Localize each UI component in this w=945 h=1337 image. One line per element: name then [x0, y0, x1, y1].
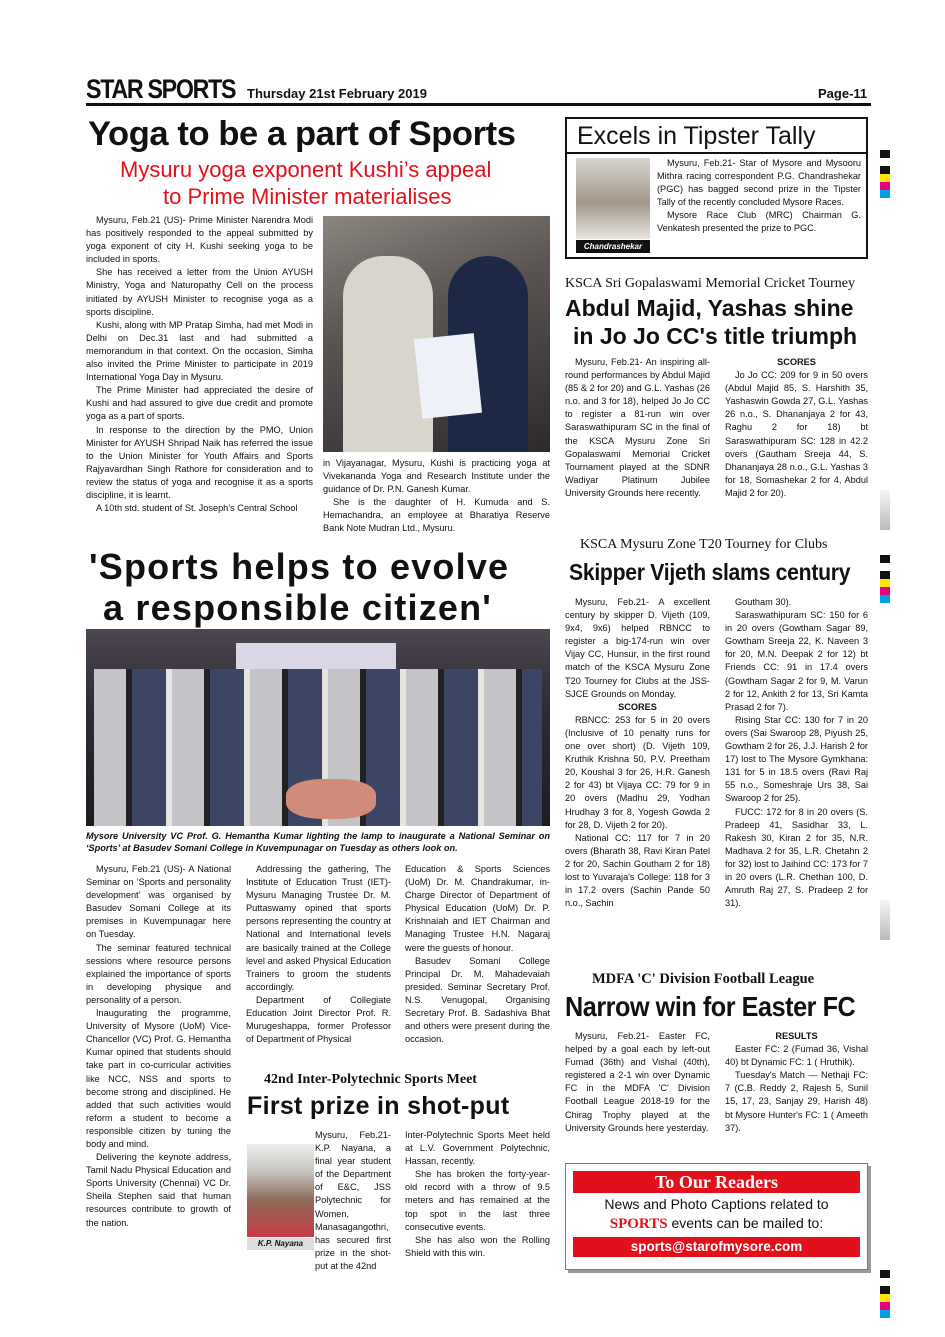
- t20-headline: Skipper Vijeth slams century: [569, 559, 851, 585]
- paragraph: Addressing the gathering, The Institute of Education Trust (IET)-Mysuru Managing Trustee Dr. M. Puttaswamy opined that sports persons representing the country at National and International levels are basically trained at the College level and asked Physical Education Trainers to groom the students accordingly.: [246, 864, 391, 992]
- page-number: Page-11: [818, 86, 868, 101]
- jojo-kicker: KSCA Sri Gopalaswami Memorial Cricket Tourney: [565, 276, 856, 291]
- tipster-text: [657, 157, 861, 236]
- paragraph: Mysuru, Feb.21- Star of Mysore and Mysooru Mithra racing correspondent P.G. Chandrashekar (PGC) has bagged second prize in the Tipster Tally of the recently concluded Mysore Races.: [657, 158, 861, 208]
- scores-text: Jo Jo CC: 209 for 9 in 50 overs (Abdul Majid 85, S. Harshith 35, Yashaswin Gowda 27, G.L. Yashas 26 n.o., S. Dhananjaya 2 for 43, Raghu 2 for 18) bt Saraswathipuram SC: 128 in 42.2 overs (Gautham Sreeja 44, S. Dhananjaya 28 n.o., G.L. Yashas 3 for 18, Somashekar 2 for 4, Abdul Majid 2 for 20).: [725, 370, 868, 498]
- gray-bar-right: [880, 900, 890, 940]
- paragraph: Mysuru, Feb.21- An inspiring all-round performances by Abdul Majid (85 & 2 for 20) and G.L. Yashas (26 n.o. and 3 for 18), helped Jo Jo CC to register a 81-run win over Saraswathipuram SC in the final of the KSCA Mysuru Zone Sri Gopalaswami Memorial Cricket Tournament played at the SDNR Wadiyar Platinum Jubilee University Grounds here recently.: [565, 357, 710, 498]
- color-bar-right: [880, 150, 890, 198]
- paragraph: In response to the direction by the PMO, Union Minister for AYUSH Shripad Naik has referred the issue to the Union Minister for Youth Affairs and Sports Rajyavardhan Singh Rathore for consideration and to review the status of yoga and recognise it as a sports discipline, it is learnt.: [86, 424, 313, 500]
- seminar-photo-caption: Mysore University VC Prof. G. Hemantha Kumar lighting the lamp to inaugurate a National Seminar on ‘Sports’ at Basudev Somani College in Kuvempunagar on Tuesday as others look on.: [86, 831, 550, 853]
- paragraph: Mysuru, Feb.21- Easter FC, helped by a goal each by left-out Fumad (36th) and Vishal (40th), registered a 2-1 win over Dynamic FC in the MDFA 'C' Division Football League 2018-19 for the Chirag Trophy played at the University Grounds here yesterday.: [565, 1031, 710, 1133]
- seminar-photo: [86, 629, 550, 826]
- t20-column-1: [565, 596, 710, 910]
- brand-logo: STAR SPORTS: [86, 74, 236, 104]
- jojo-column-1: [565, 356, 710, 500]
- scores-heading: SCORES: [777, 357, 816, 367]
- paragraph: Mysuru, Feb.21- K.P. Nayana, a final year student of the Department of E&C, JSS Polytechnic for Women, Manasagangothri, has secured first prize in the shot-put at the 42nd: [315, 1130, 391, 1271]
- paragraph: The seminar featured technical sessions where resource persons explained the importance of sports in developing physique and personality of a person.: [86, 942, 231, 1005]
- tipster-headline: Excels in Tipster Tally: [577, 122, 816, 150]
- color-bar-right: [880, 555, 890, 603]
- paragraph: Mysuru, Feb.21 (US)- Prime Minister Narendra Modi has positively responded to the appeal submitted by yoga exponent of city H. Kushi seeking yoga to be included in sports.: [86, 215, 313, 265]
- mdfa-column-1: [565, 1030, 710, 1135]
- paragraph: Mysore Race Club (MRC) Chairman G. Venkatesh presented the prize to PGC.: [657, 210, 861, 234]
- readers-box: [565, 1163, 868, 1270]
- yoga-column-1: [86, 214, 313, 515]
- issue-date: Thursday 21st February 2019: [247, 86, 427, 101]
- tipster-underline: [567, 152, 866, 154]
- jojo-headline-1: Abdul Majid, Yashas shine: [565, 295, 854, 321]
- yoga-headline: Yoga to be a part of Sports: [88, 115, 516, 153]
- mdfa-column-2: [725, 1030, 868, 1135]
- results-heading: RESULTS: [775, 1031, 818, 1041]
- paragraph: Inaugurating the programme, University of Mysore (UoM) Vice-Chancellor (VC) Prof. G. Hemantha Kumar opined that students should take part in co-curricular activities like NCC, NSS and sports to become strong and disciplined. He added that such activities would reform a student to become a responsible citizen by tuning the body and mind.: [86, 1008, 231, 1149]
- modi-kushi-photo: [323, 216, 550, 452]
- readers-line-2-text: events can be mailed to:: [667, 1215, 824, 1231]
- gray-bar-right: [880, 490, 890, 530]
- yoga-subhead-2: to Prime Minister materialises: [163, 184, 452, 209]
- seminar-column-2: [246, 863, 391, 1046]
- paragraph: Inter-Polytechnic Sports Meet held at L.V. Government Polytechnic, Hassan, recently.: [405, 1130, 550, 1167]
- paragraph: in Vijayanagar, Mysuru, Kushi is practicing yoga at Vivekananda Yoga and Research Institute under the guidance of Dr. P.N. Ganesh Kumar.: [323, 458, 550, 495]
- seminar-column-3: [405, 863, 550, 1046]
- paragraph: Delivering the keynote address, Tamil Nadu Physical Education and Sports University (Chennai) VC Dr. Sheila Stephen said that human resources contribute to growth of the nation.: [86, 1152, 231, 1228]
- scores-text: Rising Star CC: 130 for 7 in 20 overs (Sai Swaroop 28, Piyush 25, Gowtham 2 for 26, J.J. Harish 2 for 17) lost to The Mysore Gymkhana: 131 for 5 in 18.5 overs (Ravi Raj 55 n.o., Someshraje Urs 38, Sai Swaroop 2 for 25).: [725, 714, 868, 804]
- t20-column-2: [725, 596, 868, 910]
- nayana-caption: K.P. Nayana: [247, 1238, 314, 1250]
- yoga-subhead-1: Mysuru yoga exponent Kushi’s appeal: [120, 157, 492, 182]
- paragraph: Kushi, along with MP Pratap Simha, had met Modi in Delhi on Dec.31 last and had submitted a memorandum in that context. On the occasion, Simha also invited the Prime Minister to participate in 2019 International Yoga Day in Mysuru.: [86, 319, 313, 383]
- seminar-headline-1: 'Sports helps to evolve: [89, 546, 510, 587]
- paragraph: The Prime Minister had appreciated the desire of Kushi and had assured to give due credit and promote yoga as a part of sports.: [86, 385, 313, 422]
- paragraph: Department of Collegiate Education Joint Director Prof. R. Murugeshappa, former Professor of Department of Physical: [246, 994, 391, 1045]
- scores-heading: SCORES: [618, 701, 657, 712]
- mdfa-kicker: MDFA 'C' Division Football League: [592, 971, 815, 987]
- letter-document: [414, 333, 482, 419]
- shotput-kicker: 42nd Inter-Polytechnic Sports Meet: [264, 1072, 477, 1087]
- seminar-column-1: [86, 863, 231, 1230]
- readers-email[interactable]: sports@starofmysore.com: [573, 1237, 860, 1257]
- jojo-column-2: [725, 356, 868, 500]
- mdfa-headline: Narrow win for Easter FC: [565, 991, 856, 1022]
- paragraph: Education & Sports Sciences (UoM) Dr. M. Chandrakumar, in-Charge Director of Department of Physical Education (UoM) Dr. P. Krishnaiah and IET Chairman and Managing Trustee H.N. Nagaraj were the guests of honour.: [405, 864, 550, 953]
- paragraph: She has also won the Rolling Shield with this win.: [405, 1234, 550, 1258]
- paragraph: She has broken the forty-year-old record with a throw of 9.5 meters and has remained at the top spot in the last three consecutive events.: [405, 1169, 550, 1232]
- paragraph: She has received a letter from the Union AYUSH Ministry, Yoga and Naturopathy Cell on the process initiated by AYUSH Minister to recognise yoga as a sports discipline.: [86, 267, 313, 317]
- paragraph: Mysuru, Feb.21- A excellent century by skipper D. Vijeth (109, 9x4, 9x6) helped RBNCC to register a big-174-run win over Vijay CC, Hunsur, in the first round match of the KSCA Mysuru Zone T20 Tourney for Clubs at the JSS-SJCE Grounds on Monday.: [565, 597, 710, 699]
- scores-text: FUCC: 172 for 8 in 20 overs (S. Pradeep 41, Sasidhar 33, L. Rakesh 30, Kiran 2 for 35, N.R. Madhava 2 for 35, L.R. Chetahn 2 for 32) lost to Jaihind CC: 173 for 7 in 20 overs (L.R. Chethan 100, D. Amruth Raj 27, S. Pradeep 2 for 31).: [725, 806, 868, 909]
- color-bar-right: [880, 1270, 890, 1318]
- scores-text: RBNCC: 253 for 5 in 20 overs (Inclusive of 10 penalty runs for one over short) (D. Vijeth 109, Kruthik Krishna 50, P.V. Preetham 20, Koushal 3 for 26, H.R. Ganesh 2 for 43) bt Vijaya CC: 79 for 9 in 20 overs (Madhu 29, Yodhan Hrudhay 3 for 8, Yogesh Gowda 2 for 28, D. Vijeth 2 for 20).: [565, 714, 710, 830]
- shotput-headline: First prize in shot-put: [247, 1092, 510, 1120]
- seminar-headline-2: a responsible citizen': [103, 587, 493, 628]
- results-text: Tuesday's Match — Nethaji FC: 7 (C.B. Reddy 2, Rajesh 5, Sunil 15, 17, 23, Sanjay 29, Harish 48) bt Mysore Hunter's FC: 1 ( Ameeth 37).: [725, 1070, 868, 1133]
- sports-word: SPORTS: [609, 1216, 668, 1232]
- scores-text: Saraswathipuram SC: 150 for 6 in 20 overs (Gowtham Sagar 89, Gowtham Sreeja 22, K. Naveen 3 for 20, M.N. Deepak 2 for 12) bt Friends CC: 91 in 17.4 overs (Gowtham Sagar 2 for 9, M. Varun 2 for 12, Ankith 2 for 13, Sri Kamta Prasad 2 for 7).: [725, 610, 868, 712]
- readers-line-1: News and Photo Captions related to: [604, 1196, 829, 1212]
- paragraph: Basudev Somani College Principal Dr. M. Mahadevaiah presided. Seminar Secretary Prof. N.S. Venugopal, Organising Secretary Prof. B. Sadashiva Bhat and others were present during the occasion.: [405, 955, 550, 1045]
- scores-text: National CC: 117 for 7 in 20 overs (Bharath 38, Ravi Kiran Patel 2 for 20, Sachin Goutham 2 for 18) lost to Yuvaraja's College: 118 for 3 in 17.2 overs (Sachin Pande 50 n.o., Sachin: [565, 832, 710, 909]
- paragraph: Mysuru, Feb.21 (US)- A National Seminar on ‘Sports and personality development’ was organised by Basudev Somani College at its premises in Kuvempunagar here on Tuesday.: [86, 864, 231, 940]
- readers-line-2: [566, 1215, 867, 1233]
- shotput-column-1: [255, 1129, 391, 1273]
- yoga-column-2: [323, 457, 550, 536]
- readers-title: To Our Readers: [573, 1171, 860, 1193]
- shotput-column-2: [405, 1129, 550, 1260]
- flower-bouquet: [286, 779, 376, 819]
- results-text: Easter FC: 2 (Fumad 36, Vishal 40) bt Dynamic FC: 1 ( Hruthik).: [725, 1044, 868, 1068]
- jojo-headline-2: in Jo Jo CC's title triumph: [573, 323, 858, 349]
- chandrashekar-photo: [576, 158, 650, 239]
- t20-kicker: KSCA Mysuru Zone T20 Tourney for Clubs: [580, 537, 828, 552]
- chandrashekar-caption: Chandrashekar: [576, 240, 650, 253]
- scores-text: Goutham 30).: [735, 597, 792, 607]
- paragraph: She is the daughter of H. Kumuda and S. Hemachandra, an employee at Bharatiya Reserve Bank Note Mudran Ltd., Mysuru.: [323, 497, 550, 534]
- paragraph: A 10th std. student of St. Joseph’s Central School: [96, 503, 298, 514]
